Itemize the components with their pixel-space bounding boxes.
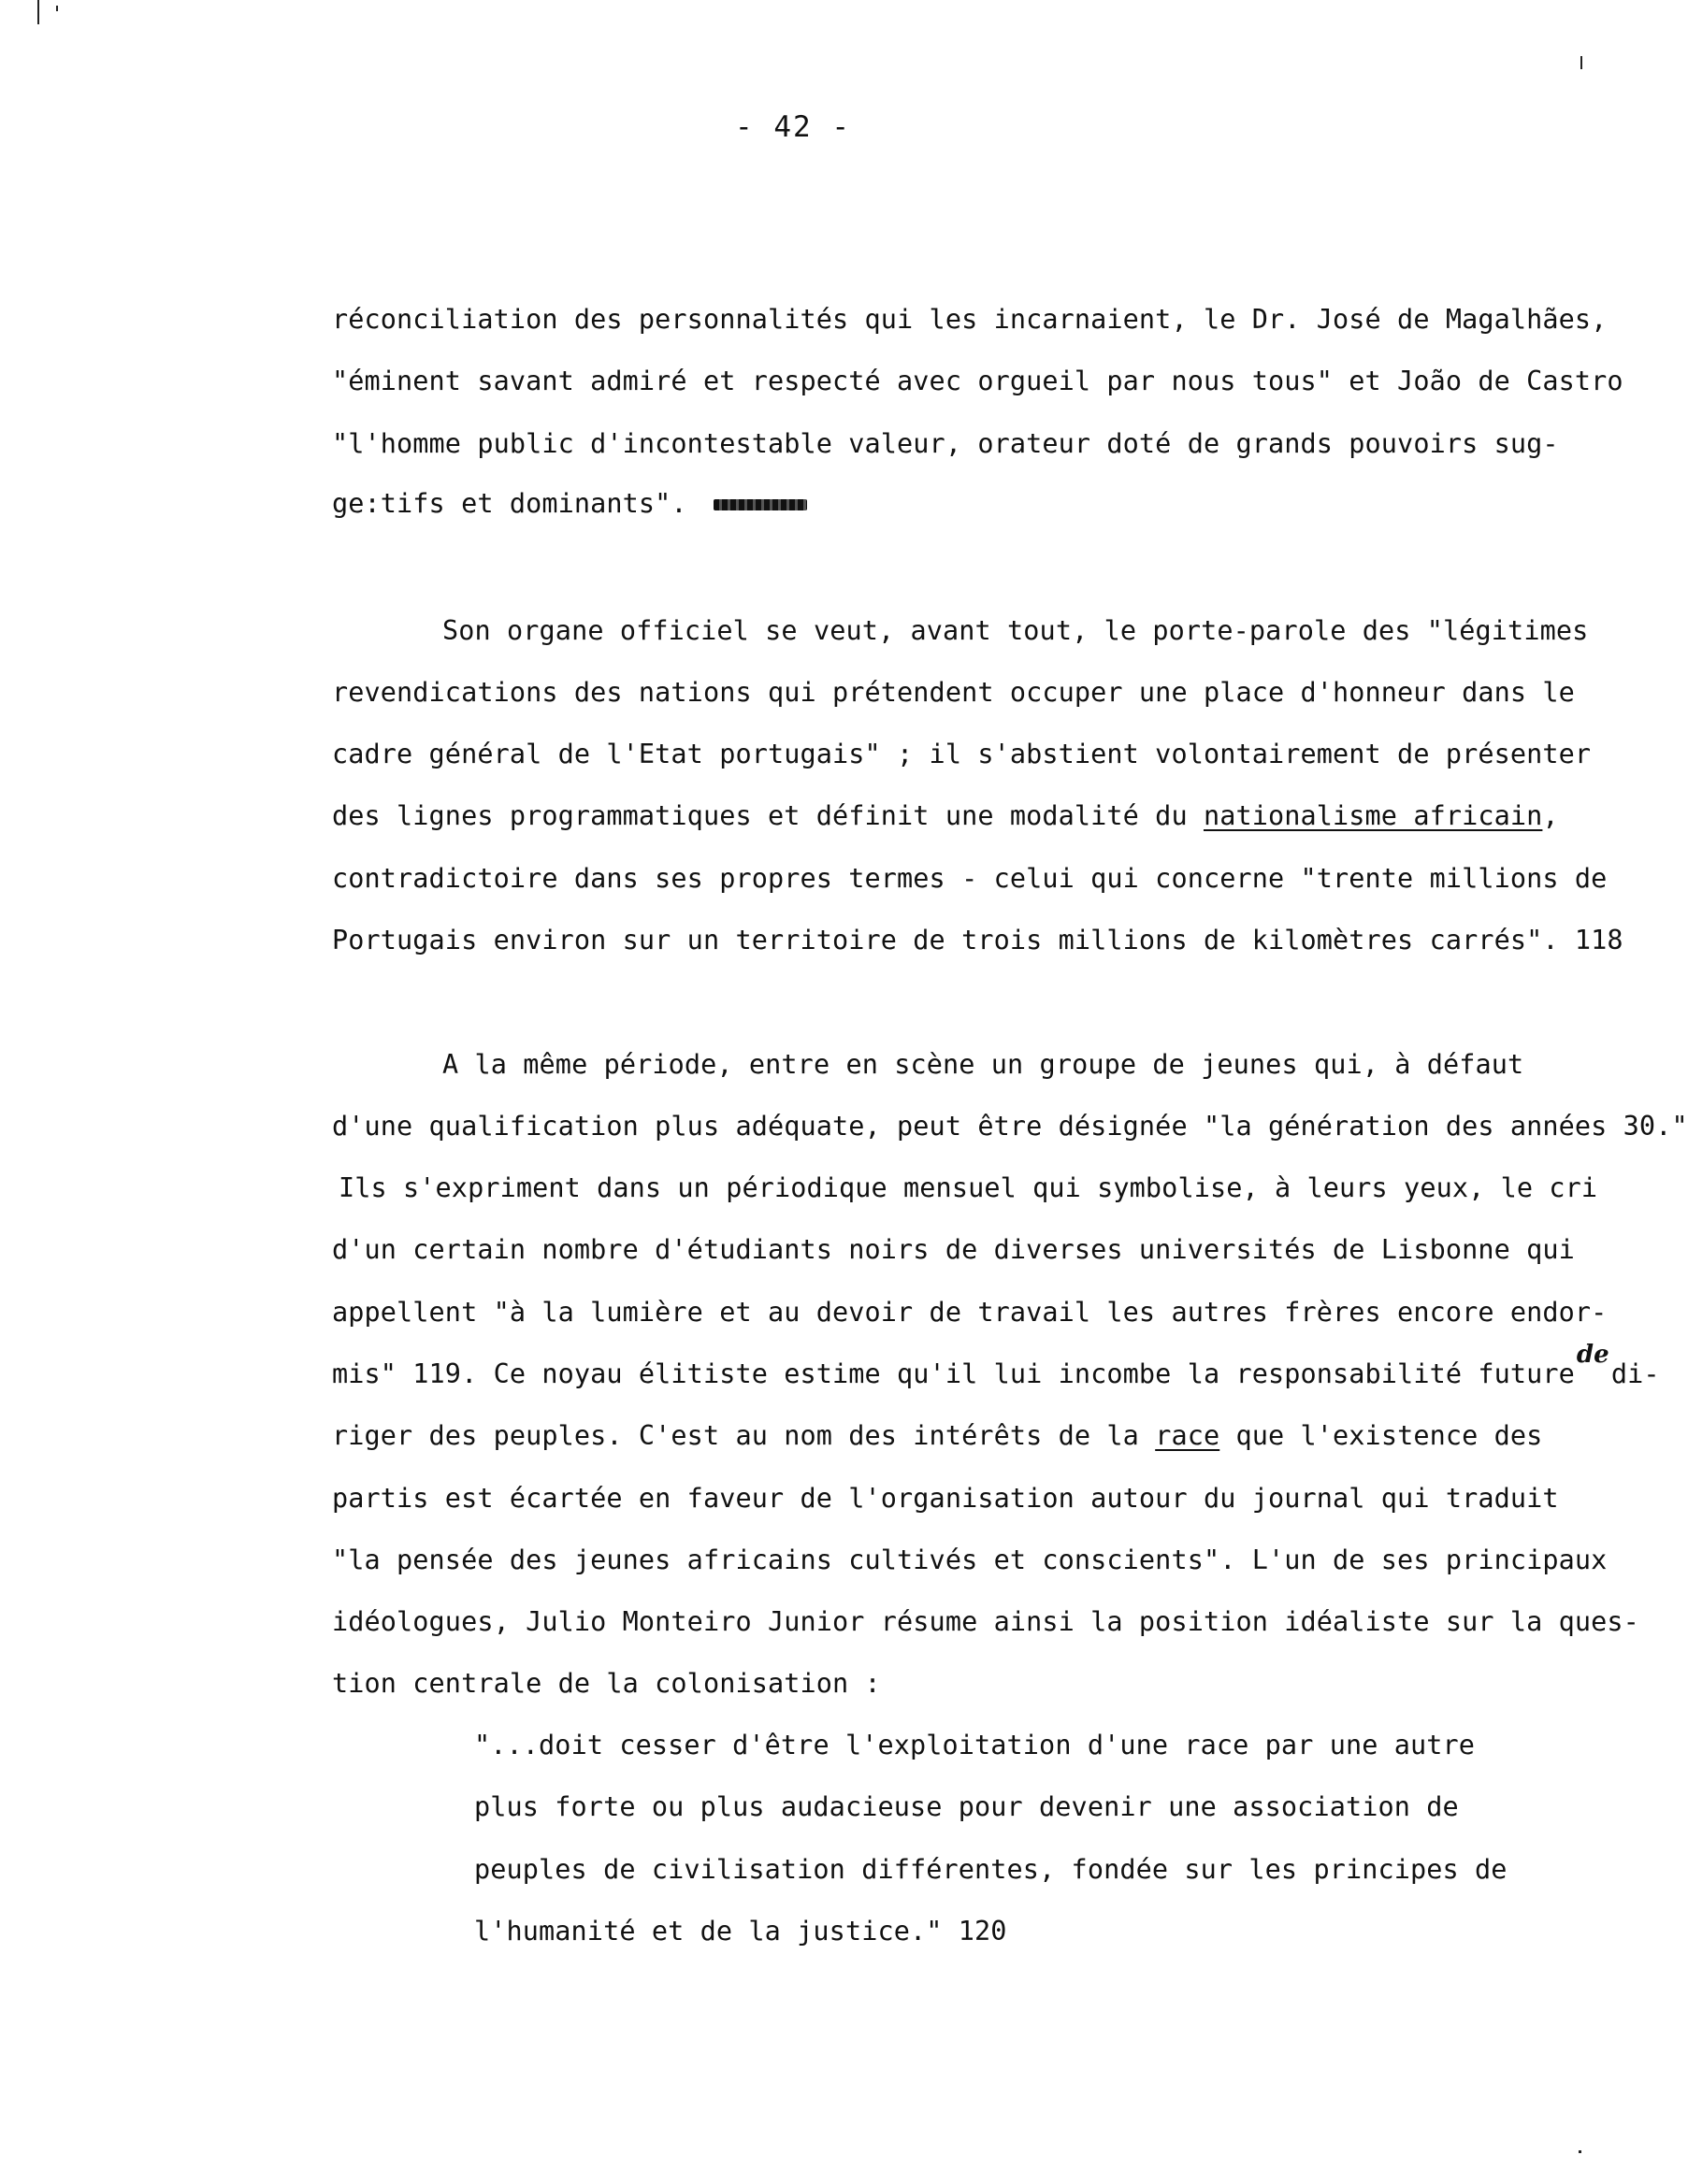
text-fragment: doit cesser d'être l'exploitation d'une race par une autre xyxy=(539,1730,1476,1760)
text-fragment: "... xyxy=(474,1730,540,1760)
underlined-term: nationalisme africain xyxy=(1203,800,1543,831)
text-line: l'humanité et de la justice." 120 xyxy=(474,1916,1007,1947)
text-fragment: des lignes programmatiques et définit une modalité du xyxy=(332,800,1204,831)
text-line: réconciliation des personnalités qui les incarnaient, le Dr. José de Magalhães, xyxy=(332,304,1608,335)
text-fragment: ge:tifs et dominants". xyxy=(332,488,687,519)
underlined-term: race xyxy=(1155,1420,1220,1451)
text-line: idéologues, Julio Monteiro Junior résume ainsi la position idéaliste sur la ques- xyxy=(332,1606,1639,1637)
text-line xyxy=(474,1732,1475,1760)
text-line: "éminent savant admiré et respecté avec orgueil par nous tous" et João de Castro xyxy=(332,366,1623,396)
text-line: peuples de civilisation différentes, fondée sur les principes de xyxy=(474,1854,1508,1885)
text-fragment: mis" 119. Ce noyau élitiste estime qu'il lui incombe la responsabilité future xyxy=(332,1358,1575,1389)
text-line: tion centrale de la colonisation : xyxy=(332,1668,881,1699)
text-line: cadre général de l'Etat portugais" ; il s'abstient volontairement de présenter xyxy=(332,739,1592,769)
text-line: d'un certain nombre d'étudiants noirs de diverses universités de Lisbonne qui xyxy=(332,1234,1575,1265)
scan-mark xyxy=(1580,56,1582,69)
text-line: partis est écartée en faveur de l'organisation autour du journal qui traduit xyxy=(332,1483,1559,1514)
scan-mark xyxy=(1579,2150,1581,2153)
struck-out-word xyxy=(714,499,807,510)
text-line: "la pensée des jeunes africains cultivés et conscients". L'un de ses principaux xyxy=(332,1545,1608,1575)
text-fragment: di- xyxy=(1610,1358,1660,1389)
text-fragment: , xyxy=(1542,800,1559,831)
text-line: d'une qualification plus adéquate, peut être désignée "la génération des années 30." xyxy=(332,1111,1688,1142)
text-line: contradictoire dans ses propres termes - celui qui concerne "trente millions de xyxy=(332,863,1608,894)
text-fragment: riger des peuples. C'est au nom des intérêts de la xyxy=(332,1420,1156,1451)
scan-mark xyxy=(37,0,39,24)
text-line: appellent "à la lumière et au devoir de travail les autres frères encore endor- xyxy=(332,1297,1608,1328)
text-line xyxy=(332,1341,1660,1389)
handwritten-insertion: de xyxy=(1576,1341,1609,1369)
text-line: revendications des nations qui prétendent occuper une place d'honneur dans le xyxy=(332,677,1575,708)
text-line: "l'homme public d'incontestable valeur, orateur doté de grands pouvoirs sug- xyxy=(332,428,1559,459)
text-fragment: que l'existence des xyxy=(1219,1420,1543,1451)
text-line xyxy=(332,800,1559,831)
scan-mark xyxy=(56,6,58,11)
text-line: Ils s'expriment dans un périodique mensuel qui symbolise, à leurs yeux, le cri xyxy=(339,1172,1598,1203)
text-line: A la même période, entre en scène un groupe de jeunes qui, à défaut xyxy=(442,1049,1524,1080)
text-line: plus forte ou plus audacieuse pour devenir une association de xyxy=(474,1791,1459,1822)
text-line: Portugais environ sur un territoire de trois millions de kilomètres carrés". 118 xyxy=(332,925,1623,956)
page-number: - 42 - xyxy=(735,110,851,144)
text-line xyxy=(332,1420,1543,1451)
text-line: Son organe officiel se veut, avant tout, le porte-parole des "légitimes xyxy=(442,615,1589,646)
text-line xyxy=(332,488,807,519)
